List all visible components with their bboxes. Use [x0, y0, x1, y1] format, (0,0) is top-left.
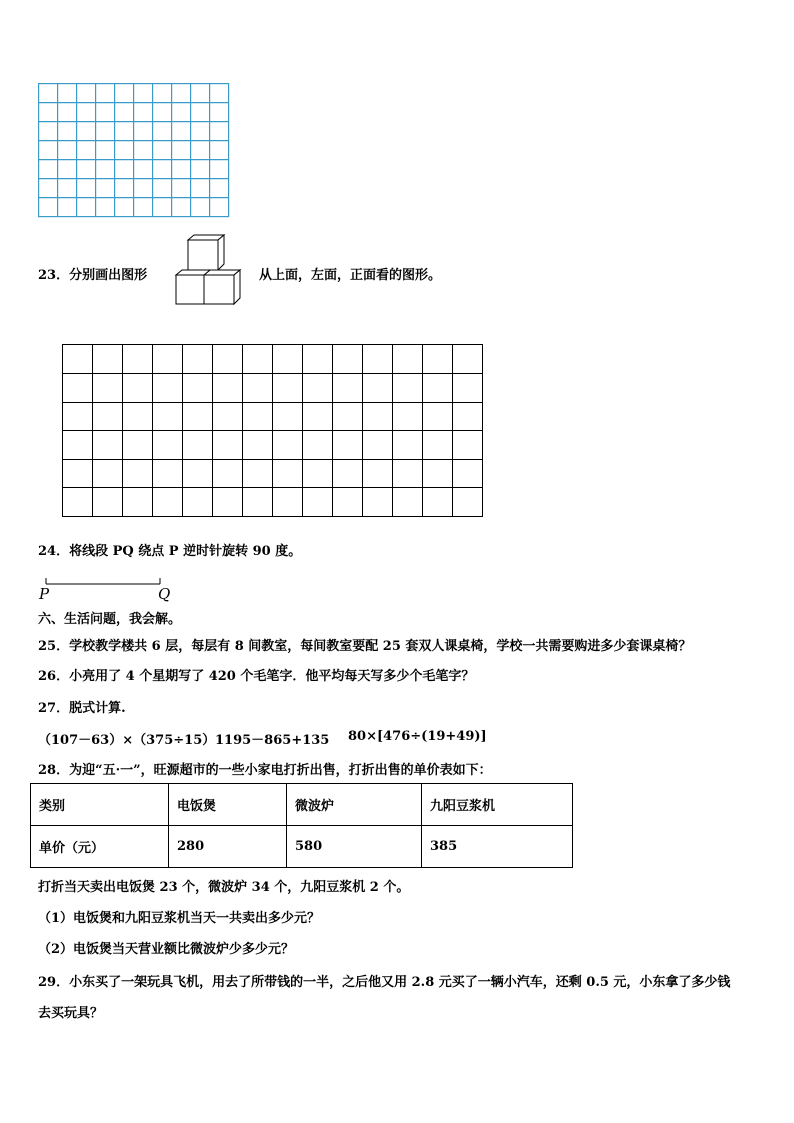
expression-3: 80×[476÷(19+49)]: [348, 729, 487, 744]
question-23-text-post: 从上面，左面，正面看的图形。: [259, 268, 442, 283]
question-23-number: 23．: [38, 268, 70, 283]
table-cell: 微波炉: [287, 784, 422, 826]
table-cell: 580: [287, 826, 422, 868]
price-table: [30, 783, 573, 868]
question-24: 24．将线段 PQ 绕点 P 逆时针旋转 90 度。: [38, 544, 302, 559]
blue-square-grid: [38, 83, 230, 218]
table-cell: 385: [422, 826, 573, 868]
expression-2: 1195－865+135: [215, 733, 330, 748]
question-23-text-pre: 分别画出图形: [69, 268, 148, 283]
black-square-grid: [62, 344, 484, 518]
cube-stack-figure: [172, 234, 244, 306]
table-cell: 类别: [31, 784, 169, 826]
question-27-title: 27．脱式计算.: [38, 701, 126, 716]
table-cell: 九阳豆浆机: [422, 784, 573, 826]
question-25: 25．学校教学楼共 6 层，每层有 8 间教室，每间教室要配 25 套双人课桌椅，学校一共需要购进多少套课桌椅？: [38, 639, 692, 654]
question-28-intro: 28．为迎“五·一”，旺源超市的一些小家电打折出售，打折出售的单价表如下：: [38, 763, 492, 778]
point-p-label: P: [39, 585, 50, 603]
question-28-sub-1: （1）电饭煲和九阳豆浆机当天一共卖出多少元？: [38, 911, 321, 926]
question-26: 26．小亮用了 4 个星期写了 420 个毛笔字．他平均每天写多少个毛笔字？: [38, 669, 475, 684]
question-29-line-1: 29．小东买了一架玩具飞机，用去了所带钱的一半，之后他又用 2.8 元买了一辆小汽车，还剩 0.5 元，小东拿了多少钱: [38, 975, 731, 990]
table-cell: 280: [169, 826, 287, 868]
table-header-row: [31, 784, 573, 826]
question-29-line-2: 去买玩具？: [38, 1006, 104, 1021]
question-28-sales: 打折当天卖出电饭煲 23 个，微波炉 34 个，九阳豆浆机 2 个。: [38, 880, 410, 895]
segment-pq: [38, 574, 178, 604]
table-cell: 电饭煲: [169, 784, 287, 826]
expression-1: （107－63）×（375÷15）: [38, 733, 216, 748]
question-28-sub-2: （2）电饭煲当天营业额比微波炉少多少元？: [38, 942, 295, 957]
question-23: [38, 264, 147, 283]
table-row: [31, 826, 573, 868]
section-6-heading: 六、生活问题，我会解。: [38, 612, 182, 627]
point-q-label: Q: [158, 585, 171, 603]
table-cell: 单价（元）: [31, 826, 169, 868]
